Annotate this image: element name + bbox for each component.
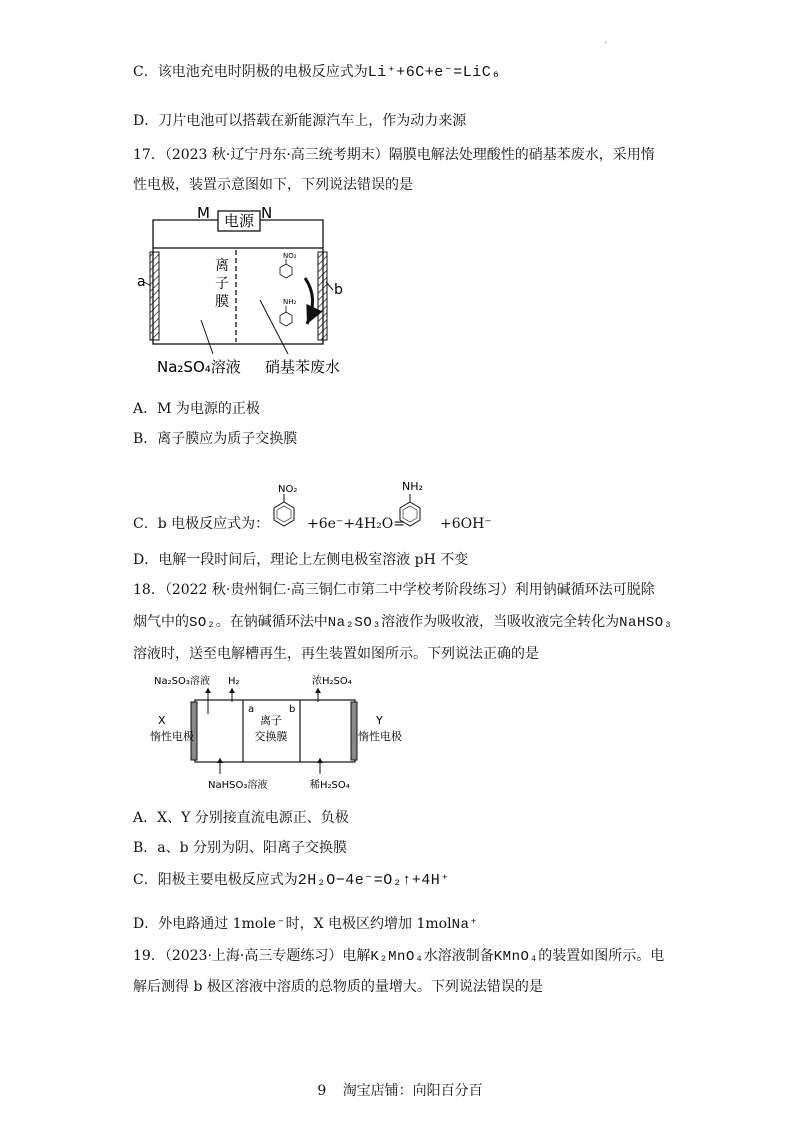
q18-option-c	[133, 870, 450, 891]
q18-so2: SO₂	[189, 615, 216, 631]
option-c-prev-formula: Li⁺+6C+e⁻=LiC₆	[367, 64, 501, 81]
q17-no2-label: NO₂	[283, 252, 297, 260]
q18-nahso3: NaHSO₃	[619, 615, 673, 631]
q18-option-d-pre: D．外电路通过 1mol	[133, 916, 268, 932]
q17-option-c-aniline	[390, 454, 440, 532]
q17-option-c	[133, 514, 269, 534]
q17-electrode-a	[150, 252, 159, 340]
q18-electrolysis-diagram	[150, 668, 420, 796]
q17-stem-2: 性电极，装置示意图如下，下列说法错误的是	[133, 177, 413, 193]
q19-stem-1	[133, 946, 664, 967]
q18-x-label: X	[158, 714, 166, 727]
q17-n-label: N	[261, 204, 273, 222]
q18-b-label: b	[289, 704, 296, 715]
q17-option-a: A．M 为电源的正极	[133, 401, 260, 417]
q17-option-c-nitrobenzene	[262, 482, 312, 532]
q18-stem2-mid2: 溶液作为吸收液，当吸收液完全转化为	[381, 614, 620, 630]
page-dot: ·	[604, 38, 608, 49]
q17-membrane-char-2: 子	[215, 276, 229, 292]
q19-kmno4: KMnO₄	[493, 949, 539, 965]
q17-right-solution: 硝基苯废水	[265, 358, 341, 376]
q17-stem-1: 17．（2023 秋·辽宁丹东·高三统考期末）隔膜电解法处理酸性的硝基苯废水，采用惰	[133, 147, 655, 163]
q18-stem-1: 18．（2022 秋·贵州铜仁·高三铜仁市第二中学校考阶段练习）利用钠碱循环法可脱除	[133, 582, 655, 598]
q17-option-b: B．离子膜应为质子交换膜	[133, 431, 298, 447]
store-label: 淘宝店铺：向阳百分百	[342, 1083, 483, 1099]
q17-nh2-label: NH₂	[283, 298, 297, 306]
q17-electrode-b	[318, 252, 327, 340]
page-footer	[0, 1080, 800, 1100]
q19-k2mno4: K₂MnO₄	[370, 949, 424, 965]
q18-option-c-formula: 2H₂O−4e⁻=O₂↑+4H⁺	[297, 872, 450, 889]
page-number: 9	[317, 1083, 327, 1099]
q18-stem2-pre: 烟气中的	[133, 614, 189, 630]
q18-bottom-left: NaHSO₃溶液	[208, 780, 268, 791]
q18-option-d-mid: 时，X 电极区约增加 1mol	[285, 916, 452, 932]
q18-electrode-y	[351, 702, 357, 760]
q18-y-label: Y	[376, 714, 383, 727]
q17-wire-right	[260, 220, 323, 248]
q18-stem-3: 溶液时，送至电解槽再生，再生装置如图所示。下列说法正确的是	[133, 646, 539, 662]
q18-stem2-mid: 。在钠碱循环法中	[215, 614, 328, 630]
q17-option-c-nh2: NH₂	[402, 480, 423, 493]
option-c-prev	[133, 62, 501, 83]
q18-option-d	[133, 914, 478, 935]
option-c-prev-text: C．该电池充电时阴极的电极反应式为	[133, 64, 368, 80]
q18-y-electrode-label: 惰性电极	[358, 730, 402, 743]
q17-option-c-mid: +6e⁻+4H₂O=	[307, 516, 405, 532]
q17-option-c-no2: NO₂	[278, 484, 298, 495]
q18-top-right: 浓H₂SO₄	[312, 676, 352, 687]
q18-option-a: A．X、Y 分别接直流电源正、负极	[133, 810, 349, 826]
q18-option-c-text: C．阳极主要电极反应式为	[133, 872, 298, 888]
q19-stem1-mid: 水溶液制备	[423, 948, 494, 964]
q18-option-d-e: e⁻	[267, 917, 286, 933]
q18-membrane-label-2: 交换膜	[254, 730, 288, 743]
q19-stem1-post: 的装置如图所示。电	[538, 948, 665, 964]
q17-option-c-post: +6OH⁻	[440, 516, 492, 532]
q17-b-label: b	[334, 282, 343, 298]
q19-stem1-pre: 19．（2023·上海·高三专题练习）电解	[133, 948, 371, 964]
q17-power-label: 电源	[223, 212, 255, 230]
q17-wire-left	[153, 220, 218, 248]
q17-option-c-text: C．b 电极反应式为：	[133, 516, 270, 532]
q17-m-label: M	[197, 204, 210, 222]
q18-bottom-right: 稀H₂SO₄	[310, 780, 350, 791]
q18-option-d-na: Na⁺	[451, 917, 479, 933]
q18-stem-2	[133, 612, 673, 633]
q18-membrane-label-1: 离子	[260, 714, 282, 727]
q17-electrolysis-diagram	[133, 202, 383, 380]
q17-membrane-char-3: 膜	[215, 294, 229, 310]
q17-membrane-char-1: 离	[215, 258, 229, 274]
q19-stem-2: 解后测得 b 极区溶液中溶质的总物质的量增大。下列说法错误的是	[133, 979, 543, 995]
q18-option-b: B．a、b 分别为阴、阳离子交换膜	[133, 840, 348, 856]
q17-a-label: a	[137, 274, 146, 290]
q18-a-label: a	[248, 704, 255, 715]
q18-h2: H₂	[228, 676, 240, 687]
q17-left-solution: Na₂SO₄溶液	[157, 358, 241, 376]
q18-na2so3: Na₂SO₃	[327, 615, 382, 631]
option-d-prev: D．刀片电池可以搭载在新能源汽车上，作为动力来源	[133, 113, 467, 129]
q18-top-left: Na₂SO₃溶液	[154, 676, 210, 687]
q17-option-d: D．电解一段时间后，理论上左侧电极室溶液 pH 不变	[133, 552, 469, 568]
q18-x-electrode-label: 惰性电极	[150, 730, 194, 743]
q17-tank	[153, 248, 323, 344]
